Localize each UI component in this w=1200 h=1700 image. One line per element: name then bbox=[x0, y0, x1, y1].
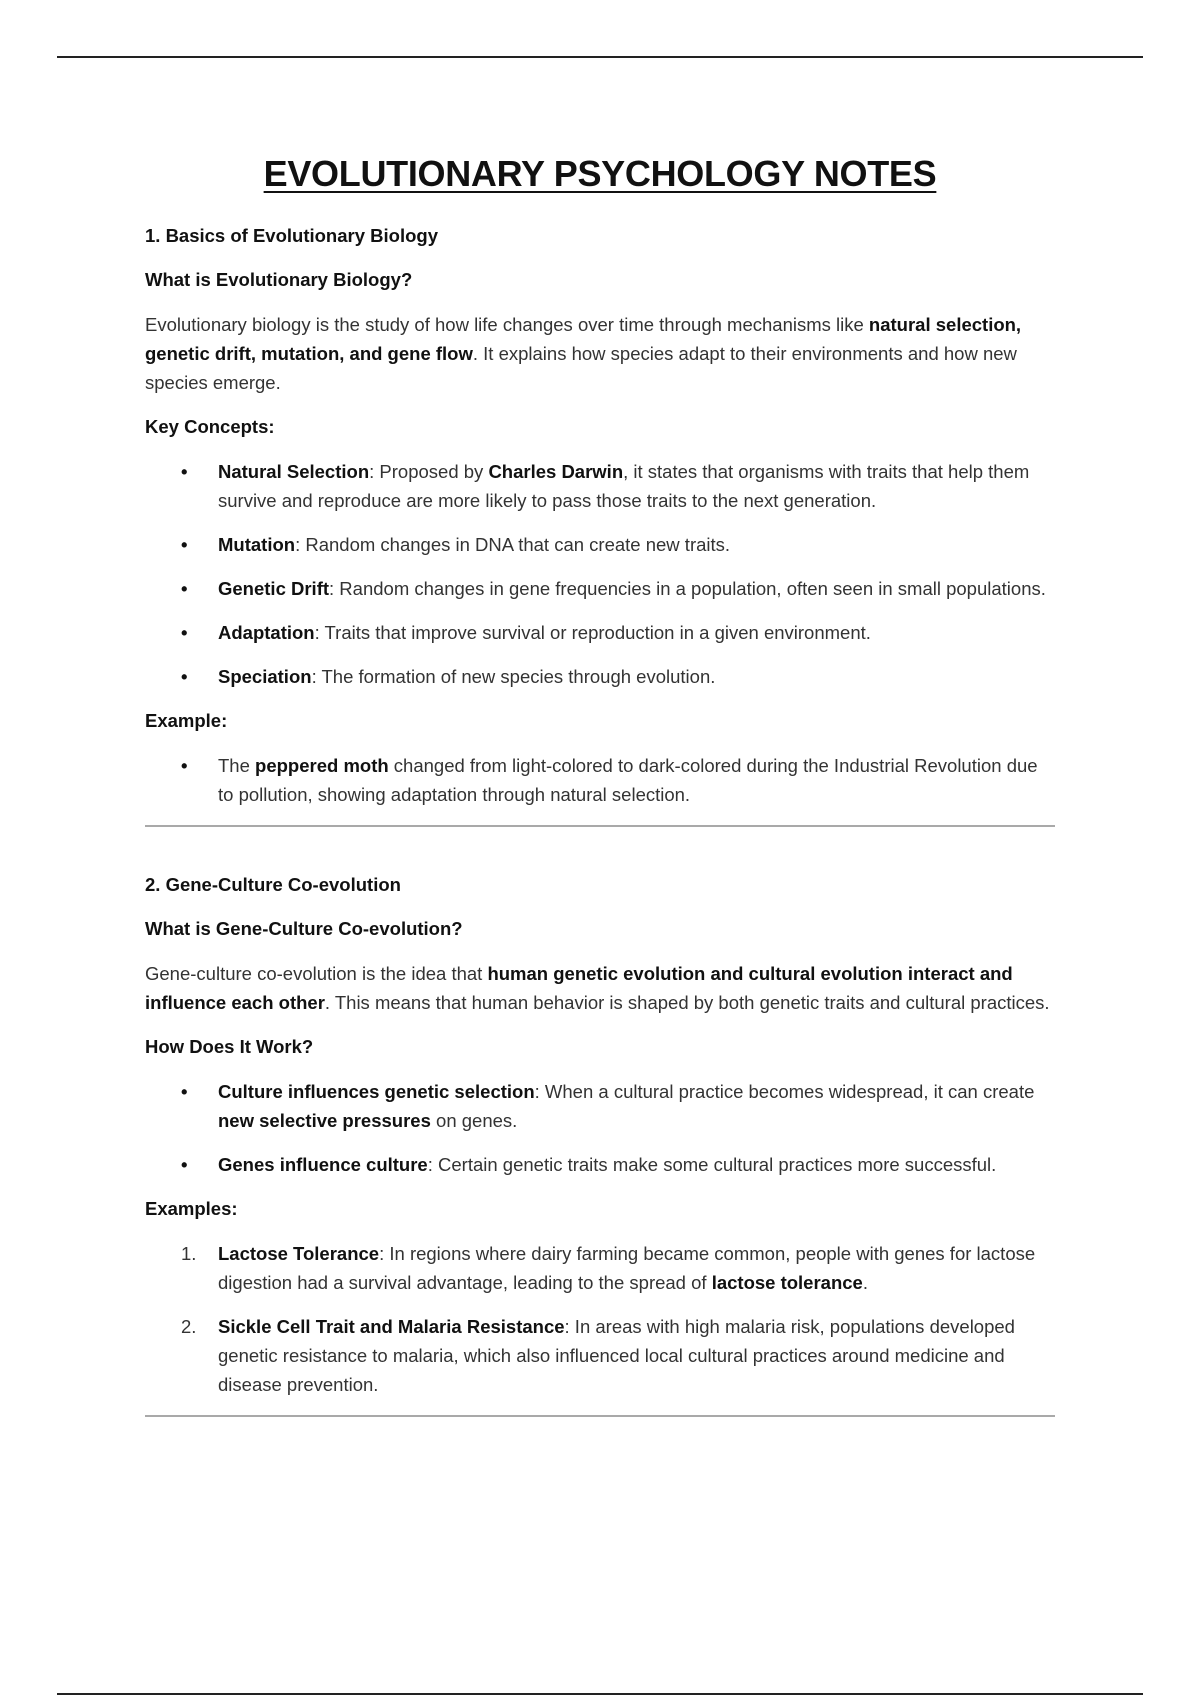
section-2-question-heading: What is Gene-Culture Co-evolution? bbox=[145, 918, 463, 939]
examples-list bbox=[145, 1239, 1055, 1399]
list-item: • Adaptation: Traits that improve survival or reproduction in a given environment. bbox=[145, 618, 1055, 647]
how-it-works-heading: How Does It Work? bbox=[145, 1036, 314, 1057]
section-2-heading: 2. Gene-Culture Co-evolution bbox=[145, 874, 401, 895]
list-item: • Mutation: Random changes in DNA that can create new traits. bbox=[145, 530, 1055, 559]
key-concepts-heading: Key Concepts: bbox=[145, 416, 275, 437]
intro-bold-mechanisms: natural selection, genetic drift, mutation, and gene flow bbox=[145, 314, 1022, 364]
list-item: • Speciation: The formation of new species through evolution. bbox=[145, 662, 1055, 691]
list-item: • Genetic Drift: Random changes in gene frequencies in a population, often seen in small populations. bbox=[145, 574, 1055, 603]
how-it-works-list bbox=[145, 1077, 1055, 1179]
intro-bold-interaction: human genetic evolution and cultural evolution interact and influence each other bbox=[145, 963, 1013, 1013]
list-item: • The peppered moth changed from light-colored to dark-colored during the Industrial Revolution due to pollution, showing adaptation through natural selection. bbox=[145, 751, 1055, 809]
example-heading: Example: bbox=[145, 710, 228, 731]
section-divider bbox=[145, 825, 1055, 827]
section-2-intro: Gene-culture co-evolution is the idea that human genetic evolution and cultural evolution interact and influence each other. This means that human behavior is shaped by both genetic traits and cultural practices. bbox=[145, 963, 1050, 1013]
list-item: • Natural Selection: Proposed by Charles Darwin, it states that organisms with traits that help them survive and reproduce are more likely to pass those traits to the next generation. bbox=[145, 457, 1055, 515]
key-concepts-list bbox=[145, 457, 1055, 691]
top-rule bbox=[57, 56, 1143, 58]
list-item: • Genes influence culture: Certain genetic traits make some cultural practices more successful. bbox=[145, 1150, 1055, 1179]
section-divider bbox=[145, 1415, 1055, 1417]
section-1-question-heading: What is Evolutionary Biology? bbox=[145, 269, 413, 290]
bottom-rule bbox=[57, 1693, 1143, 1695]
page-title: EVOLUTIONARY PSYCHOLOGY NOTES bbox=[263, 153, 937, 194]
list-item: 2. Sickle Cell Trait and Malaria Resistance: In areas with high malaria risk, populations developed genetic resistance to malaria, which also influenced local cultural practices around medicine and disease prevention. bbox=[181, 1316, 1015, 1395]
document-body bbox=[145, 148, 1055, 1461]
list-item: 1. Lactose Tolerance: In regions where dairy farming became common, people with genes for lactose digestion had a survival advantage, leading to the spread of lactose tolerance. bbox=[181, 1243, 1036, 1293]
list-item: • Culture influences genetic selection: When a cultural practice becomes widespread, it can create new selective pressures on genes. bbox=[145, 1077, 1055, 1135]
section-1-intro: Evolutionary biology is the study of how life changes over time through mechanisms like natural selection, genetic drift, mutation, and gene flow. It explains how species adapt to their environments and how new species emerge. bbox=[145, 314, 1022, 393]
example-list bbox=[145, 751, 1055, 809]
examples-heading: Examples: bbox=[145, 1198, 238, 1219]
section-1-heading: 1. Basics of Evolutionary Biology bbox=[145, 225, 438, 246]
